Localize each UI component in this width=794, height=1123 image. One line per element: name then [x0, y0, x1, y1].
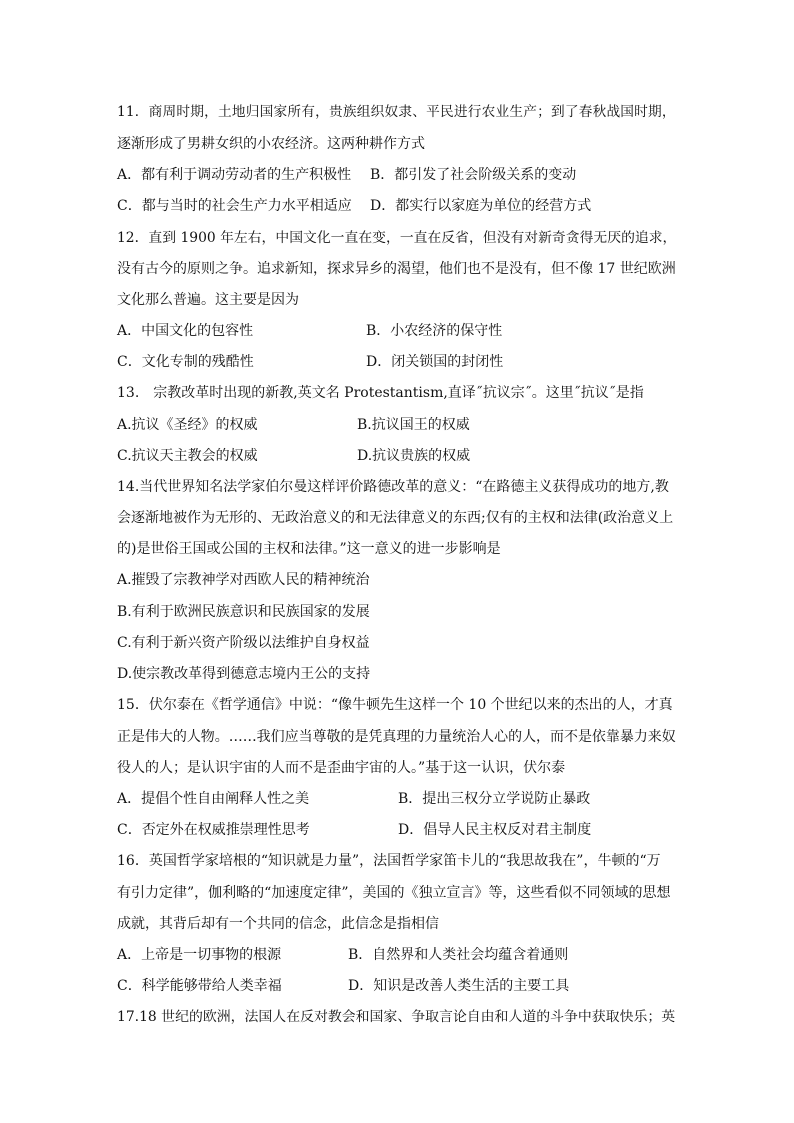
- question-15-option-a: A．提倡个性自由阐释人性之美: [117, 791, 310, 807]
- question-16-option-d: D．知识是改善人类生活的主要工具: [348, 978, 570, 994]
- question-13-option-d: D.抗议贵族的权威: [357, 448, 471, 464]
- question-12-option-c: C．文化专制的残酷性: [117, 354, 254, 370]
- question-12-stem-line-2: 没有古今的原则之争。追求新知，探求异乡的渴望，他们也不是没有，但不像 17 世纪欧洲: [117, 261, 676, 277]
- question-14-stem-line-3: 的)是世俗王国或公国的主权和法律。”这一意义的进一步影响是: [117, 541, 501, 557]
- question-14-option-d: D.使宗教改革得到德意志境内王公的支持: [117, 666, 371, 682]
- question-12-stem-line-3: 文化那么普遍。这主要是因为: [117, 292, 299, 308]
- question-15-stem-line-3: 役人的人；是认识宇宙的人而不是歪曲宇宙的人。”基于这一认识，伏尔泰: [117, 760, 566, 776]
- question-13-option-c: C.抗议天主教会的权威: [117, 448, 258, 464]
- question-16-option-a: A．上帝是一切事物的根源: [117, 947, 282, 963]
- question-15-option-c: C．否定外在权威推崇理性思考: [117, 822, 310, 838]
- question-16-stem-line-1: 16．英国哲学家培根的“知识就是力量”，法国哲学家笛卡儿的“我思故我在”，牛顿的“万: [117, 853, 661, 869]
- question-12-option-a: A．中国文化的包容性: [117, 323, 254, 339]
- question-11-option-b: B．都引发了社会阶级关系的变动: [370, 167, 577, 183]
- question-16-option-c: C．科学能够带给人类幸福: [117, 978, 282, 994]
- question-14-option-b: B.有利于欧洲民族意识和民族国家的发展: [117, 604, 370, 620]
- question-12-option-d: D．闭关锁国的封闭性: [366, 354, 504, 370]
- question-14-stem-line-2: 会逐渐地被作为无形的、无政治意义的和无法律意义的东西;仅有的主权和法律(政治意义上: [117, 510, 674, 526]
- question-12-stem-line-1: 12．直到 1900 年左右，中国文化一直在变，一直在反省，但没有对新奇贪得无厌的追求，: [117, 230, 677, 246]
- question-15-stem-line-2: 正是伟大的人物。……我们应当尊敬的是凭真理的力量统治人心的人，而不是依靠暴力来奴: [117, 729, 676, 745]
- question-11-option-d: D．都实行以家庭为单位的经营方式: [370, 198, 592, 214]
- question-11-option-a: A．都有利于调动劳动者的生产积极性: [117, 167, 352, 183]
- question-14-option-c: C.有利于新兴资产阶级以法维护自身权益: [117, 635, 370, 651]
- question-14-stem-line-1: 14.当代世界知名法学家伯尔曼这样评价路德改革的意义：“在路德主义获得成功的地方,教: [117, 479, 669, 495]
- question-13-stem-line-1: 13. 宗教改革时出现的新教,英文名 Protestantism,直译˝抗议宗˝。这里˝抗议˝是指: [117, 385, 644, 401]
- question-11-stem-line-1: 11．商周时期，土地归国家所有，贵族组织奴隶、平民进行农业生产；到了春秋战国时期，: [117, 104, 676, 120]
- question-15-option-d: D．倡导人民主权反对君主制度: [398, 822, 592, 838]
- question-16-stem-line-3: 成就，其背后却有一个共同的信念，此信念是指相信: [117, 916, 439, 932]
- question-11-option-c: C．都与当时的社会生产力水平相适应: [117, 198, 352, 214]
- question-17-stem-line-1: 17.18 世纪的欧洲，法国人在反对教会和国家、争取言论自由和人道的斗争中获取快乐；英: [117, 1009, 676, 1025]
- question-12-option-b: B．小农经济的保守性: [366, 323, 503, 339]
- question-16-stem-line-2: 有引力定律”，伽利略的“加速度定律”，美国的《独立宣言》等，这些看似不同领域的思想: [117, 885, 671, 901]
- question-16-option-b: B．自然界和人类社会均蕴含着通则: [348, 947, 569, 963]
- question-14-option-a: A.摧毁了宗教神学对西欧人民的精神统治: [117, 572, 370, 588]
- question-13-option-a: A.抗议《圣经》的权威: [117, 417, 258, 433]
- question-13-option-b: B.抗议国王的权威: [357, 417, 470, 433]
- question-11-stem-line-2: 逐渐形成了男耕女织的小农经济。这两种耕作方式: [117, 136, 425, 152]
- question-15-stem-line-1: 15．伏尔泰在《哲学通信》中说：“像牛顿先生这样一个 10 个世纪以来的杰出的人，才真: [117, 697, 673, 713]
- question-15-option-b: B．提出三权分立学说防止暴政: [398, 791, 591, 807]
